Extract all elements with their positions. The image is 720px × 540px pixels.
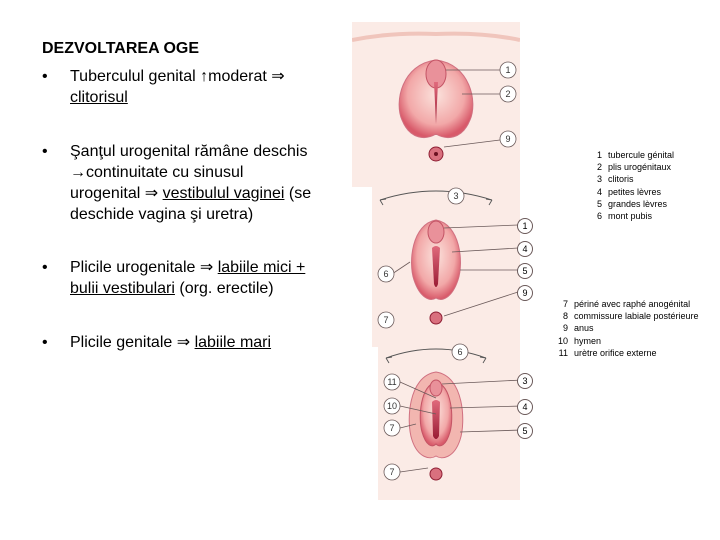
bullet-text (70, 141, 370, 225)
bullet-marker: • (42, 259, 48, 276)
legend-row: 6 mont pubis (596, 211, 653, 222)
bullet-text (70, 332, 370, 353)
legend-2 (554, 298, 699, 359)
figure-label: 7 (389, 467, 395, 477)
legend-row: 1 tubercule génital (596, 150, 675, 160)
text-span: deschide vagina şi uretra) (70, 206, 254, 223)
clitoris-mark (430, 380, 442, 396)
underlined-term: vestibulul vaginei (162, 185, 285, 202)
legend-row: 5 grandes lèvres (596, 198, 668, 209)
bullet-marker: • (42, 143, 48, 160)
bullet-marker: • (42, 68, 48, 85)
underlined-term: labiile mici + (217, 259, 306, 276)
figure-label: 4 (517, 241, 533, 257)
figure-label: 11 (387, 377, 397, 387)
legend-row: 8 commissure labiale postérieure (562, 311, 699, 322)
underlined-term: labiile mari (194, 334, 272, 351)
page-title: DEZVOLTAREA OGE (42, 40, 200, 57)
clitoris-mark (428, 221, 444, 243)
stage-3-diagram (378, 344, 520, 500)
legend-row: 4 petites lèvres (596, 186, 662, 197)
legend-row: 2 plis urogénitaux (596, 162, 672, 173)
figure-label: 4 (517, 399, 533, 415)
figure-label: 7 (389, 423, 395, 433)
figure-label: 1 (517, 218, 533, 234)
underlined-term: clitorisul (70, 89, 128, 106)
figure-label: 6 (457, 347, 463, 357)
anus-mark (430, 312, 442, 324)
figure-label: 6 (383, 269, 389, 279)
figure-label: 1 (505, 65, 511, 75)
legend-1 (588, 149, 674, 222)
figure-label: 9 (505, 134, 511, 144)
anatomy-illustration (352, 22, 520, 500)
text-span: Şanţul urogenital rămâne deschis (70, 143, 308, 160)
legend-row: 9 anus (562, 323, 594, 334)
text-span: →continuitate cu sinusul (70, 164, 244, 181)
stage-1-diagram (352, 22, 520, 187)
figure-label: 5 (517, 263, 533, 279)
text-span: Tuberculul genital (70, 68, 201, 85)
legend-row: 10 hymen (557, 335, 602, 346)
stage-2-diagram (372, 187, 520, 347)
figure-label: 2 (505, 89, 511, 99)
legend-row: 11 urètre orifice externe (558, 347, 657, 358)
figure-label: 7 (383, 315, 389, 325)
anus-center (434, 152, 438, 156)
anus-mark (430, 468, 442, 480)
text-span: Plicile urogenitale ⇒ (70, 259, 218, 276)
text-span: Plicile genitale ⇒ (70, 334, 195, 351)
figure-label: 10 (386, 401, 398, 411)
text-span: ↑moderat ⇒ (200, 68, 285, 85)
text-span: (org. erectile) (174, 280, 274, 297)
text-span: (se (284, 185, 312, 202)
legend-row: 7 périné avec raphé anogénital (562, 299, 691, 309)
figure-label: 3 (517, 373, 533, 389)
bullet-text (70, 66, 370, 108)
bullet-text (70, 257, 370, 299)
figure-label: 5 (517, 423, 533, 439)
vaginal-opening (432, 400, 440, 439)
underlined-term: bulii vestibulari (70, 280, 175, 297)
figure-label: 3 (453, 191, 459, 201)
bullet-marker: • (42, 334, 48, 351)
legend-row: 3 clitoris (596, 174, 634, 185)
figure-label: 9 (517, 285, 533, 301)
text-span: urogenital ⇒ (70, 185, 163, 202)
